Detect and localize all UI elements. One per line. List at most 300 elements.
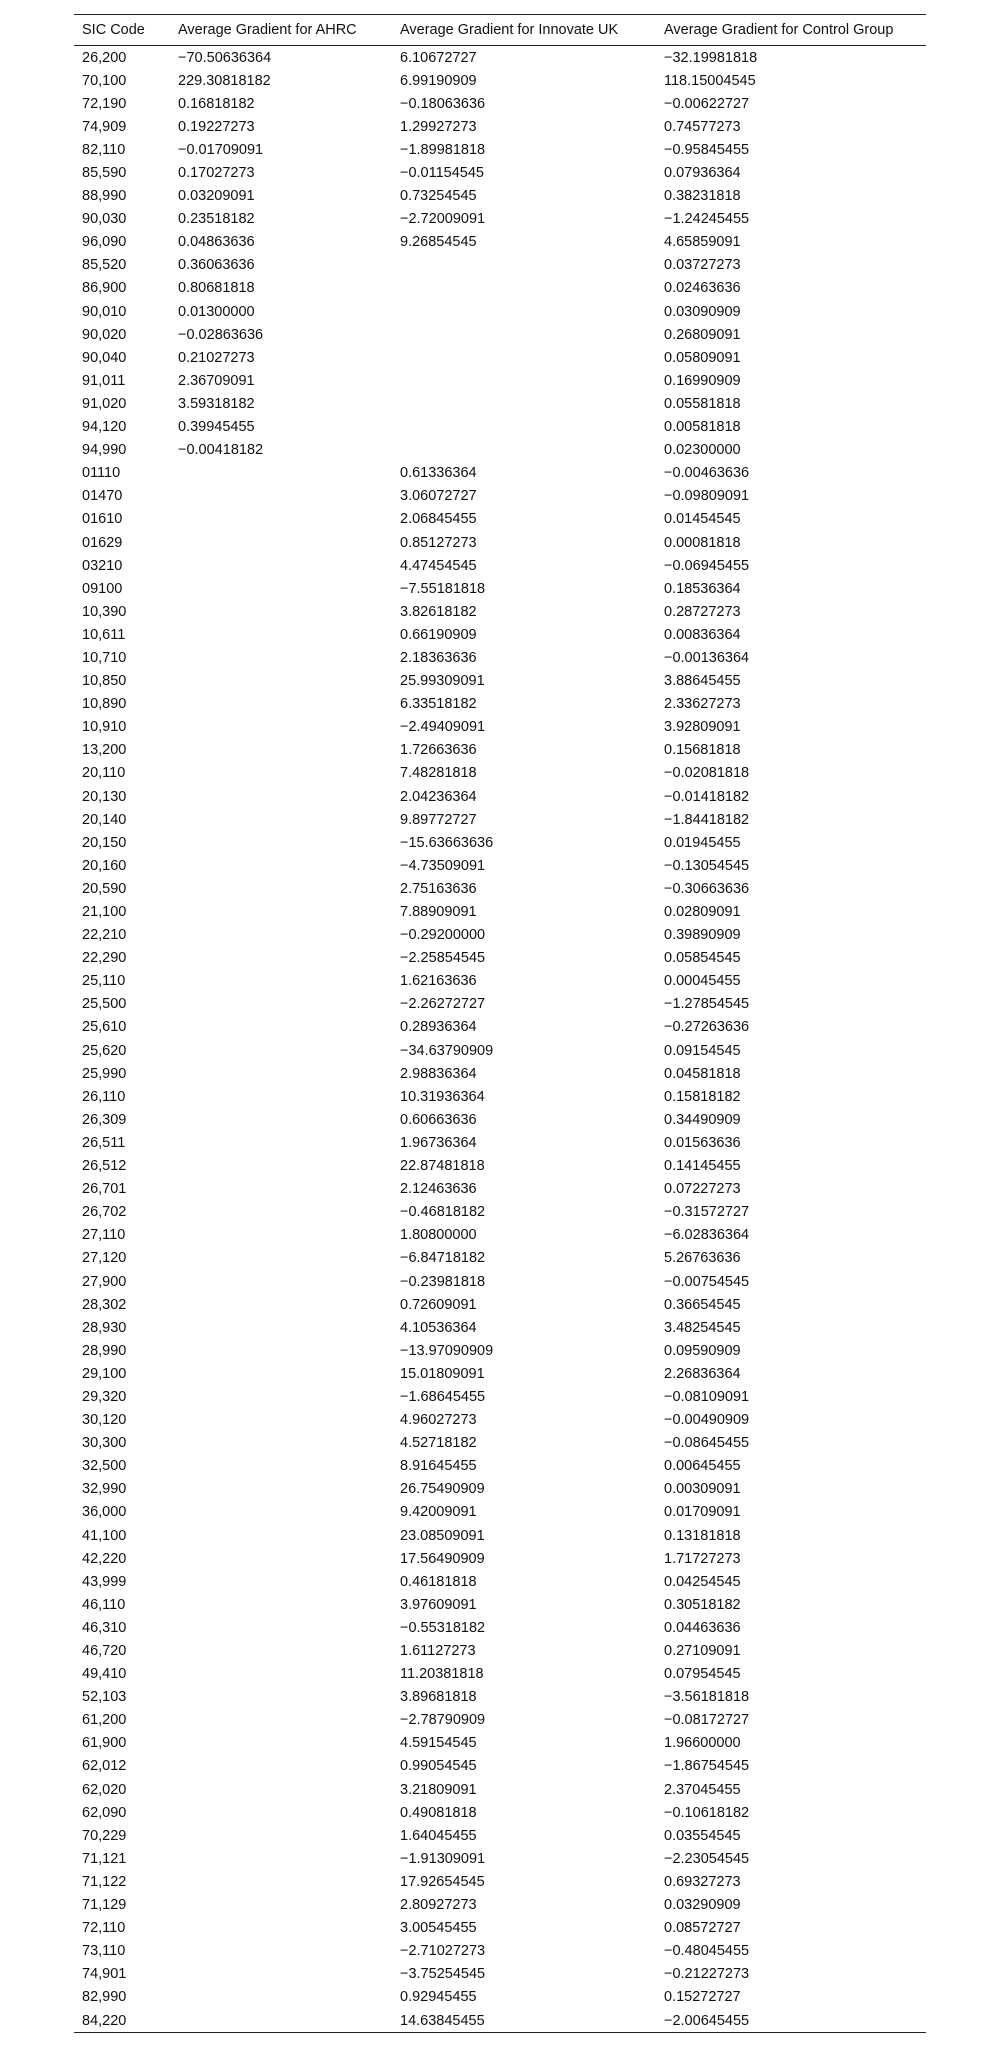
cell-ahrc — [170, 1778, 392, 1801]
table-row — [74, 416, 926, 439]
cell-sic-code: 21,100 — [82, 904, 127, 921]
cell-sic-code: 88,990 — [82, 188, 127, 205]
table-row — [74, 1778, 926, 1801]
cell-control-group: −2.00645455 — [664, 2012, 750, 2029]
cell-sic-code: 86,900 — [82, 280, 127, 297]
cell-innovate-uk: 9.26854545 — [400, 234, 477, 251]
cell-sic-code: 62,020 — [82, 1781, 127, 1798]
table-row — [74, 970, 926, 993]
cell-sic-code: 32,990 — [82, 1481, 127, 1498]
cell-sic-code: 90,020 — [82, 326, 127, 343]
cell-innovate-uk: 0.85127273 — [400, 534, 477, 551]
cell-control-group: 0.26809091 — [664, 326, 741, 343]
table-row — [74, 877, 926, 900]
cell-control-group: 0.07954545 — [664, 1666, 741, 1683]
cell-innovate-uk: 1.62163636 — [400, 973, 477, 990]
cell-sic-code: 28,990 — [82, 1342, 127, 1359]
cell-sic-code: 49,410 — [82, 1666, 127, 1683]
cell-ahrc — [170, 1847, 392, 1870]
cell-innovate-uk: −2.72009091 — [400, 211, 486, 228]
cell-ahrc — [170, 1039, 392, 1062]
cell-sic-code: 85,520 — [82, 257, 127, 274]
cell-innovate-uk: −6.84718182 — [400, 1250, 486, 1267]
cell-control-group: 0.00645455 — [664, 1458, 741, 1475]
cell-control-group: 0.07227273 — [664, 1181, 741, 1198]
cell-innovate-uk: 2.12463636 — [400, 1181, 477, 1198]
table-row — [74, 1639, 926, 1662]
cell-control-group: 2.37045455 — [664, 1781, 741, 1798]
cell-control-group: 0.00081818 — [664, 534, 741, 551]
cell-ahrc — [170, 1986, 392, 2009]
cell-ahrc — [170, 1316, 392, 1339]
cell-innovate-uk: 14.63845455 — [400, 2012, 485, 2029]
cell-innovate-uk: 2.75163636 — [400, 880, 477, 897]
cell-control-group: 0.09154545 — [664, 1042, 741, 1059]
cell-control-group: 0.03290909 — [664, 1897, 741, 1914]
table-row — [74, 1339, 926, 1362]
cell-sic-code: 13,200 — [82, 742, 127, 759]
cell-control-group: −0.31572727 — [664, 1204, 750, 1221]
cell-ahrc — [170, 1663, 392, 1686]
cell-ahrc — [170, 1409, 392, 1432]
table-row — [74, 1409, 926, 1432]
cell-sic-code: 74,909 — [82, 118, 127, 135]
cell-control-group: 0.04463636 — [664, 1619, 741, 1636]
cell-innovate-uk: 0.99054545 — [400, 1758, 477, 1775]
cell-sic-code: 20,150 — [82, 834, 127, 851]
cell-innovate-uk: −0.46818182 — [400, 1204, 486, 1221]
table-row — [74, 739, 926, 762]
table-row — [74, 1062, 926, 1085]
cell-control-group: −0.08172727 — [664, 1712, 750, 1729]
table-row — [74, 531, 926, 554]
cell-innovate-uk: 26.75490909 — [400, 1481, 485, 1498]
cell-sic-code: 10,710 — [82, 649, 127, 666]
cell-ahrc — [170, 877, 392, 900]
cell-ahrc — [170, 1963, 392, 1986]
cell-sic-code: 26,511 — [82, 1134, 126, 1151]
cell-control-group: −3.56181818 — [664, 1689, 750, 1706]
cell-control-group: −0.08109091 — [664, 1388, 750, 1405]
cell-control-group: −0.10618182 — [664, 1804, 750, 1821]
cell-innovate-uk: −0.23981818 — [400, 1273, 486, 1290]
cell-control-group: −6.02836364 — [664, 1227, 750, 1244]
cell-innovate-uk: −0.01154545 — [400, 165, 484, 182]
cell-innovate-uk: −2.49409091 — [400, 719, 486, 736]
cell-control-group: −0.95845455 — [664, 141, 750, 158]
cell-ahrc — [170, 1432, 392, 1455]
cell-sic-code: 10,890 — [82, 696, 127, 713]
cell-sic-code: 27,110 — [82, 1227, 126, 1244]
table-row — [74, 1293, 926, 1316]
table-row — [74, 1524, 926, 1547]
cell-sic-code: 61,900 — [82, 1735, 127, 1752]
cell-control-group: 0.01709091 — [664, 1504, 741, 1521]
cell-control-group: 0.03090909 — [664, 303, 741, 320]
cell-sic-code: 22,210 — [82, 927, 127, 944]
cell-control-group: 0.00581818 — [664, 419, 741, 436]
cell-ahrc — [170, 670, 392, 693]
cell-innovate-uk: −2.71027273 — [400, 1943, 486, 1960]
cell-control-group: 0.05854545 — [664, 950, 741, 967]
cell-ahrc — [170, 1178, 392, 1201]
table-row — [74, 670, 926, 693]
cell-ahrc — [170, 1570, 392, 1593]
cell-sic-code: 91,011 — [82, 372, 126, 389]
table-header — [74, 15, 926, 46]
cell-innovate-uk: 8.91645455 — [400, 1458, 477, 1475]
table-row — [74, 1709, 926, 1732]
cell-innovate-uk: 2.04236364 — [400, 788, 477, 805]
cell-ahrc — [170, 1016, 392, 1039]
cell-ahrc: 0.23518182 — [178, 211, 255, 228]
cell-ahrc — [170, 1455, 392, 1478]
cell-sic-code: 62,012 — [82, 1758, 127, 1775]
cell-sic-code: 01610 — [82, 511, 123, 528]
table-row — [74, 1870, 926, 1893]
cell-ahrc — [170, 646, 392, 669]
cell-innovate-uk: −0.18063636 — [400, 95, 486, 112]
cell-sic-code: 20,590 — [82, 880, 127, 897]
table-row — [74, 138, 926, 161]
cell-innovate-uk: −1.68645455 — [400, 1388, 486, 1405]
cell-innovate-uk — [392, 323, 656, 346]
cell-sic-code: 28,302 — [82, 1296, 127, 1313]
cell-innovate-uk: 1.96736364 — [400, 1134, 477, 1151]
table-row — [74, 577, 926, 600]
cell-sic-code: 26,309 — [82, 1111, 127, 1128]
table-row — [74, 1178, 926, 1201]
cell-ahrc: 229.30818182 — [178, 72, 271, 89]
table-row — [74, 161, 926, 184]
table-row — [74, 854, 926, 877]
table-row — [74, 1686, 926, 1709]
cell-innovate-uk: 0.92945455 — [400, 1989, 477, 2006]
cell-innovate-uk: −0.55318182 — [400, 1619, 486, 1636]
cell-control-group: 0.69327273 — [664, 1873, 741, 1890]
cell-innovate-uk: 1.72663636 — [400, 742, 477, 759]
cell-ahrc: 0.04863636 — [178, 234, 255, 251]
table-row — [74, 185, 926, 208]
cell-control-group: −0.48045455 — [664, 1943, 750, 1960]
cell-control-group: 0.02300000 — [664, 442, 741, 459]
cell-sic-code: 43,999 — [82, 1573, 127, 1590]
cell-innovate-uk: −2.78790909 — [400, 1712, 486, 1729]
table-row — [74, 1593, 926, 1616]
cell-sic-code: 41,100 — [82, 1527, 127, 1544]
cell-ahrc: 0.03209091 — [178, 188, 255, 205]
cell-ahrc — [170, 1524, 392, 1547]
table-row — [74, 947, 926, 970]
table-row — [74, 1247, 926, 1270]
cell-sic-code: 26,110 — [82, 1088, 126, 1105]
table-row — [74, 1432, 926, 1455]
table-row — [74, 716, 926, 739]
cell-sic-code: 85,590 — [82, 165, 127, 182]
cell-sic-code: 46,310 — [82, 1619, 127, 1636]
cell-sic-code: 29,320 — [82, 1388, 127, 1405]
table-row — [74, 1824, 926, 1847]
cell-ahrc — [170, 1385, 392, 1408]
table-row — [74, 1917, 926, 1940]
cell-control-group: 0.14145455 — [664, 1158, 741, 1175]
cell-ahrc — [170, 1108, 392, 1131]
cell-innovate-uk: −3.75254545 — [400, 1966, 486, 1983]
cell-control-group: 4.65859091 — [664, 234, 741, 251]
table-row — [74, 900, 926, 923]
cell-control-group: 0.04254545 — [664, 1573, 741, 1590]
table-row — [74, 439, 926, 462]
cell-ahrc: 0.19227273 — [178, 118, 255, 135]
cell-sic-code: 30,300 — [82, 1435, 127, 1452]
cell-ahrc — [170, 1894, 392, 1917]
cell-innovate-uk: 23.08509091 — [400, 1527, 485, 1544]
table-row — [74, 1455, 926, 1478]
table-row — [74, 1201, 926, 1224]
table-row — [74, 1016, 926, 1039]
cell-sic-code: 29,100 — [82, 1365, 127, 1382]
cell-control-group: 118.15004545 — [664, 72, 756, 89]
cell-control-group: 3.88645455 — [664, 673, 741, 690]
cell-ahrc — [170, 1547, 392, 1570]
cell-control-group: 0.13181818 — [664, 1527, 741, 1544]
cell-innovate-uk: −0.29200000 — [400, 927, 486, 944]
cell-sic-code: 82,110 — [82, 141, 126, 158]
cell-sic-code: 94,990 — [82, 442, 127, 459]
cell-innovate-uk: −34.63790909 — [400, 1042, 494, 1059]
cell-control-group: 0.27109091 — [664, 1643, 741, 1660]
table-row — [74, 300, 926, 323]
cell-innovate-uk: 4.96027273 — [400, 1412, 477, 1429]
cell-control-group: −0.06945455 — [664, 557, 750, 574]
table-row — [74, 115, 926, 138]
cell-ahrc — [170, 924, 392, 947]
cell-ahrc — [170, 1131, 392, 1154]
cell-ahrc — [170, 1155, 392, 1178]
cell-innovate-uk: 0.73254545 — [400, 188, 477, 205]
cell-ahrc — [170, 1247, 392, 1270]
cell-innovate-uk — [392, 300, 656, 323]
cell-control-group: 0.18536364 — [664, 580, 741, 597]
cell-ahrc — [170, 808, 392, 831]
cell-ahrc — [170, 947, 392, 970]
cell-sic-code: 25,610 — [82, 1019, 127, 1036]
cell-innovate-uk: 11.20381818 — [400, 1666, 484, 1683]
table-row — [74, 208, 926, 231]
table-row — [74, 1224, 926, 1247]
gradient-table — [74, 14, 926, 2033]
cell-sic-code: 32,500 — [82, 1458, 127, 1475]
table-row — [74, 46, 926, 70]
cell-ahrc — [170, 1940, 392, 1963]
cell-ahrc — [170, 970, 392, 993]
table-row — [74, 831, 926, 854]
header-ahrc: Average Gradient for AHRC — [178, 22, 357, 38]
cell-control-group: 0.03727273 — [664, 257, 741, 274]
cell-innovate-uk: 4.47454545 — [400, 557, 477, 574]
cell-sic-code: 84,220 — [82, 2012, 127, 2029]
cell-sic-code: 46,720 — [82, 1643, 127, 1660]
cell-innovate-uk: 2.18363636 — [400, 649, 477, 666]
cell-sic-code: 82,990 — [82, 1989, 127, 2006]
cell-sic-code: 25,110 — [82, 973, 126, 990]
cell-innovate-uk: 0.66190909 — [400, 626, 477, 643]
cell-control-group: −32.19981818 — [664, 49, 758, 66]
cell-innovate-uk: 9.89772727 — [400, 811, 477, 828]
cell-innovate-uk: 4.52718182 — [400, 1435, 477, 1452]
cell-control-group: 0.02809091 — [664, 904, 741, 921]
table-row — [74, 508, 926, 531]
cell-ahrc — [170, 1270, 392, 1293]
cell-sic-code: 27,120 — [82, 1250, 127, 1267]
table-row — [74, 600, 926, 623]
cell-sic-code: 42,220 — [82, 1550, 127, 1567]
cell-ahrc — [170, 762, 392, 785]
cell-control-group: −1.27854545 — [664, 996, 750, 1013]
table-row — [74, 2009, 926, 2033]
cell-ahrc — [170, 1616, 392, 1639]
cell-ahrc — [170, 993, 392, 1016]
cell-ahrc — [170, 716, 392, 739]
cell-control-group: −0.00622727 — [664, 95, 750, 112]
cell-innovate-uk: 4.59154545 — [400, 1735, 477, 1752]
cell-ahrc — [170, 1201, 392, 1224]
cell-sic-code: 90,040 — [82, 349, 127, 366]
cell-control-group: 0.04581818 — [664, 1065, 741, 1082]
cell-control-group: 0.15681818 — [664, 742, 741, 759]
cell-sic-code: 73,110 — [82, 1943, 126, 1960]
cell-innovate-uk: 3.89681818 — [400, 1689, 477, 1706]
cell-sic-code: 25,620 — [82, 1042, 127, 1059]
cell-ahrc: −70.50636364 — [178, 49, 272, 66]
cell-sic-code: 52,103 — [82, 1689, 127, 1706]
cell-ahrc — [170, 1709, 392, 1732]
cell-ahrc — [170, 1478, 392, 1501]
table-row — [74, 1847, 926, 1870]
cell-innovate-uk: 7.88909091 — [400, 904, 477, 921]
cell-innovate-uk: 15.01809091 — [400, 1365, 485, 1382]
cell-ahrc — [170, 1501, 392, 1524]
cell-control-group: 0.05809091 — [664, 349, 741, 366]
cell-ahrc — [170, 1755, 392, 1778]
table-row — [74, 1108, 926, 1131]
cell-innovate-uk: −1.89981818 — [400, 141, 486, 158]
cell-control-group: 0.03554545 — [664, 1827, 741, 1844]
cell-sic-code: 74,901 — [82, 1966, 127, 1983]
cell-ahrc — [170, 1686, 392, 1709]
cell-sic-code: 94,120 — [82, 419, 127, 436]
cell-innovate-uk: 6.99190909 — [400, 72, 477, 89]
cell-control-group: 0.39890909 — [664, 927, 741, 944]
table-row — [74, 392, 926, 415]
cell-sic-code: 62,090 — [82, 1804, 127, 1821]
cell-innovate-uk: 22.87481818 — [400, 1158, 485, 1175]
cell-control-group: −0.09809091 — [664, 488, 750, 505]
cell-sic-code: 26,512 — [82, 1158, 127, 1175]
table-row — [74, 231, 926, 254]
cell-ahrc — [170, 1801, 392, 1824]
cell-innovate-uk — [392, 346, 656, 369]
table-row — [74, 323, 926, 346]
cell-ahrc — [170, 485, 392, 508]
table-row — [74, 623, 926, 646]
cell-control-group: 3.48254545 — [664, 1319, 741, 1336]
cell-innovate-uk: 2.98836364 — [400, 1065, 477, 1082]
cell-sic-code: 10,390 — [82, 603, 127, 620]
cell-sic-code: 25,990 — [82, 1065, 127, 1082]
table-row — [74, 1963, 926, 1986]
cell-innovate-uk: −2.25854545 — [400, 950, 486, 967]
cell-sic-code: 70,100 — [82, 72, 127, 89]
cell-control-group: −1.86754545 — [664, 1758, 750, 1775]
cell-innovate-uk: 0.60663636 — [400, 1111, 477, 1128]
cell-innovate-uk: 6.33518182 — [400, 696, 477, 713]
cell-ahrc — [170, 739, 392, 762]
cell-sic-code: 96,090 — [82, 234, 127, 251]
cell-innovate-uk: −2.26272727 — [400, 996, 486, 1013]
cell-innovate-uk: −4.73509091 — [400, 857, 486, 874]
cell-innovate-uk: 3.21809091 — [400, 1781, 477, 1798]
table-row — [74, 1732, 926, 1755]
table-row — [74, 1362, 926, 1385]
cell-ahrc — [170, 554, 392, 577]
cell-sic-code: 36,000 — [82, 1504, 127, 1521]
table-row — [74, 1131, 926, 1154]
cell-innovate-uk: 17.92654545 — [400, 1873, 485, 1890]
table-row — [74, 254, 926, 277]
cell-control-group: −2.23054545 — [664, 1850, 750, 1867]
cell-control-group: −0.21227273 — [664, 1966, 750, 1983]
table-row — [74, 1085, 926, 1108]
cell-control-group: 0.09590909 — [664, 1342, 741, 1359]
cell-sic-code: 72,110 — [82, 1920, 126, 1937]
cell-control-group: 0.01454545 — [664, 511, 741, 528]
cell-control-group: −0.27263636 — [664, 1019, 750, 1036]
cell-ahrc: 2.36709091 — [178, 372, 255, 389]
cell-sic-code: 03210 — [82, 557, 123, 574]
cell-control-group: −0.01418182 — [664, 788, 750, 805]
cell-innovate-uk: 9.42009091 — [400, 1504, 477, 1521]
table-row — [74, 1663, 926, 1686]
cell-control-group: 0.15272727 — [664, 1989, 741, 2006]
cell-ahrc — [170, 693, 392, 716]
table-row — [74, 92, 926, 115]
table-row — [74, 1478, 926, 1501]
cell-control-group: 0.16990909 — [664, 372, 741, 389]
cell-ahrc — [170, 462, 392, 485]
cell-innovate-uk — [392, 277, 656, 300]
cell-sic-code: 90,010 — [82, 303, 127, 320]
table-row — [74, 646, 926, 669]
cell-innovate-uk: −1.91309091 — [400, 1850, 486, 1867]
cell-ahrc — [170, 1224, 392, 1247]
cell-sic-code: 10,910 — [82, 719, 127, 736]
cell-sic-code: 72,190 — [82, 95, 127, 112]
table-row — [74, 1270, 926, 1293]
cell-ahrc: 0.36063636 — [178, 257, 255, 274]
cell-ahrc — [170, 1639, 392, 1662]
table-row — [74, 808, 926, 831]
cell-control-group: 0.02463636 — [664, 280, 741, 297]
cell-control-group: −0.08645455 — [664, 1435, 750, 1452]
table-row — [74, 993, 926, 1016]
cell-sic-code: 20,140 — [82, 811, 127, 828]
cell-innovate-uk: 7.48281818 — [400, 765, 477, 782]
table-row — [74, 346, 926, 369]
table-row — [74, 1501, 926, 1524]
cell-ahrc — [170, 1593, 392, 1616]
cell-ahrc — [170, 1339, 392, 1362]
